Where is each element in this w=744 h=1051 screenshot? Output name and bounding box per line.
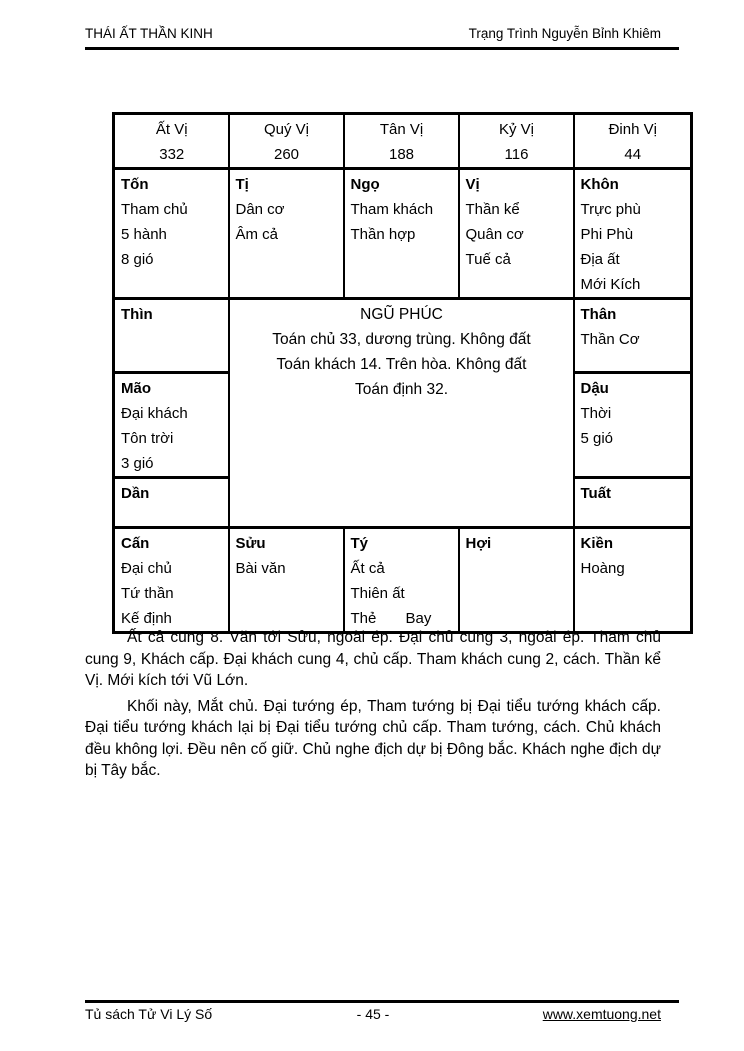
stem-cell-at-vi (114, 114, 229, 169)
palace-line: Bài văn (235, 560, 286, 577)
palace-line: 5 hành (121, 226, 167, 243)
palace-line: Thẻ Bay (350, 610, 432, 627)
center-line: Toán định 32. (354, 381, 449, 398)
palace-label: Khôn (580, 176, 619, 193)
palace-label: Cấn (121, 535, 150, 552)
palace-row-thin-than (114, 299, 692, 373)
stem-cell-tan-vi (344, 114, 459, 169)
palace-cell-ti (229, 169, 344, 299)
commentary-text (85, 627, 661, 786)
palace-line: Tôn trời (121, 430, 174, 447)
palace-cell-thin (114, 299, 229, 373)
palace-line: 5 gió (580, 430, 614, 447)
commentary-paragraph-2: Khối này, Mắt chủ. Đại tướng ép, Tham tướng bị Đại tiểu tướng khách cấp. Đại tiểu tướng khách lại bị Đại tiểu tướng chủ cấp. Tham tướng, cách. Chủ khách đều không lợi. Đều nên cố giữ. Chủ nghe địch dự bị Đông bắc. Khách nghe địch dự bị Tây bắc. (85, 697, 661, 779)
palace-cell-hoi (459, 528, 574, 633)
palace-cell-can (114, 528, 229, 633)
palace-line: Đại khách (121, 405, 188, 422)
palace-line: Dân cơ (235, 201, 285, 218)
palace-label: Hợi (465, 535, 492, 552)
palace-row-bottom (114, 528, 692, 633)
stem-value: 260 (273, 146, 300, 163)
palace-line: Mới Kích (580, 276, 641, 293)
palace-line: Đại chủ (121, 560, 172, 577)
footer-series-title: Tủ sách Tử Vi Lý Số (85, 1006, 213, 1022)
palace-line: 3 gió (121, 455, 154, 472)
palace-cell-vi (459, 169, 574, 299)
palace-line: Phi Phù (580, 226, 634, 243)
palace-line: Địa ất (580, 251, 620, 268)
palace-cell-ngo (344, 169, 459, 299)
stem-value: 332 (159, 146, 185, 163)
palace-line: Trực phù (580, 201, 641, 218)
stem-label: Ất Vị (155, 121, 188, 138)
footer-divider (85, 1000, 679, 1003)
stem-cell-quy-vi (229, 114, 344, 169)
palace-line: 8 gió (121, 251, 154, 268)
stem-cell-ky-vi (459, 114, 574, 169)
palace-cell-dan (114, 478, 229, 528)
stem-label: Quý Vị (263, 121, 309, 138)
palace-label: Kiền (580, 535, 614, 552)
palace-line: Thần kể (465, 201, 520, 218)
palace-cell-khon (574, 169, 692, 299)
thai-at-nine-palace-chart (112, 112, 693, 634)
center-line: Toán chủ 33, dương trùng. Không đất (272, 331, 531, 348)
stem-label: Tân Vị (379, 121, 424, 138)
stem-header-row (114, 114, 692, 169)
palace-cell-ton (114, 169, 229, 299)
page-number: - 45 - (356, 1006, 390, 1022)
palace-label: Tuất (580, 485, 612, 502)
palace-line: Âm cả (235, 226, 279, 243)
palace-line: Thời (580, 405, 612, 422)
palace-label: Thìn (121, 306, 153, 323)
palace-label: Dậu (580, 380, 609, 397)
palace-label: Vị (465, 176, 480, 193)
book-title: THÁI ẤT THẦN KINH (85, 26, 213, 41)
palace-line: Tham khách (350, 201, 434, 218)
page-header (85, 26, 661, 41)
stem-value: 44 (624, 146, 642, 163)
palace-line: Tứ thần (121, 585, 174, 602)
palace-label: Tốn (121, 176, 149, 193)
stem-cell-dinh-vi (574, 114, 692, 169)
palace-line: Kế định (121, 610, 172, 627)
stem-label: Đinh Vị (608, 121, 657, 138)
center-title: NGŨ PHÚC (360, 306, 443, 323)
stem-label: Kỷ Vị (498, 121, 534, 138)
website-link[interactable]: www.xemtuong.net (542, 1006, 661, 1022)
palace-line: Thần hợp (350, 226, 416, 243)
center-summary-cell (229, 299, 574, 528)
palace-cell-dau (574, 373, 692, 478)
palace-line: Quân cơ (465, 226, 524, 243)
palace-cell-ty (344, 528, 459, 633)
palace-line: Hoàng (580, 560, 625, 577)
palace-label: Tý (350, 535, 369, 552)
commentary-paragraph-1: Ất cả cung 8. Văn tới Sửu, ngoài ép. Đại chủ cung 3, ngoài ép. Tham chủ cung 9, Khách cấp. Đại khách cung 4, chủ cấp. Tham khách cung 2, cách. Thần kể Vị. Mới kích tới Vũ Lớn. (85, 629, 661, 689)
palace-label: Sửu (235, 535, 266, 552)
palace-cell-than (574, 299, 692, 373)
palace-cell-suu (229, 528, 344, 633)
palace-line: Ất cả (350, 560, 385, 577)
palace-label: Thân (580, 306, 617, 323)
stem-value: 188 (388, 146, 415, 163)
page-footer (85, 1006, 661, 1022)
author-name: Trạng Trình Nguyễn Bỉnh Khiêm (468, 26, 661, 41)
palace-line: Thần Cơ (580, 331, 640, 348)
palace-line: Thiên ất (350, 585, 405, 602)
palace-cell-tuat (574, 478, 692, 528)
stem-value: 116 (504, 146, 529, 163)
palace-cell-kien (574, 528, 692, 633)
palace-cell-mao (114, 373, 229, 478)
header-divider (85, 47, 679, 50)
palace-line: Tuế cả (465, 251, 511, 268)
palace-label: Ngọ (350, 176, 380, 193)
palace-label: Tị (235, 176, 249, 193)
palace-row-top (114, 169, 692, 299)
palace-label: Dần (121, 485, 150, 502)
center-line: Toán khách 14. Trên hòa. Không đất (276, 356, 527, 373)
palace-label: Mão (121, 380, 151, 397)
palace-line: Tham chủ (121, 201, 188, 218)
